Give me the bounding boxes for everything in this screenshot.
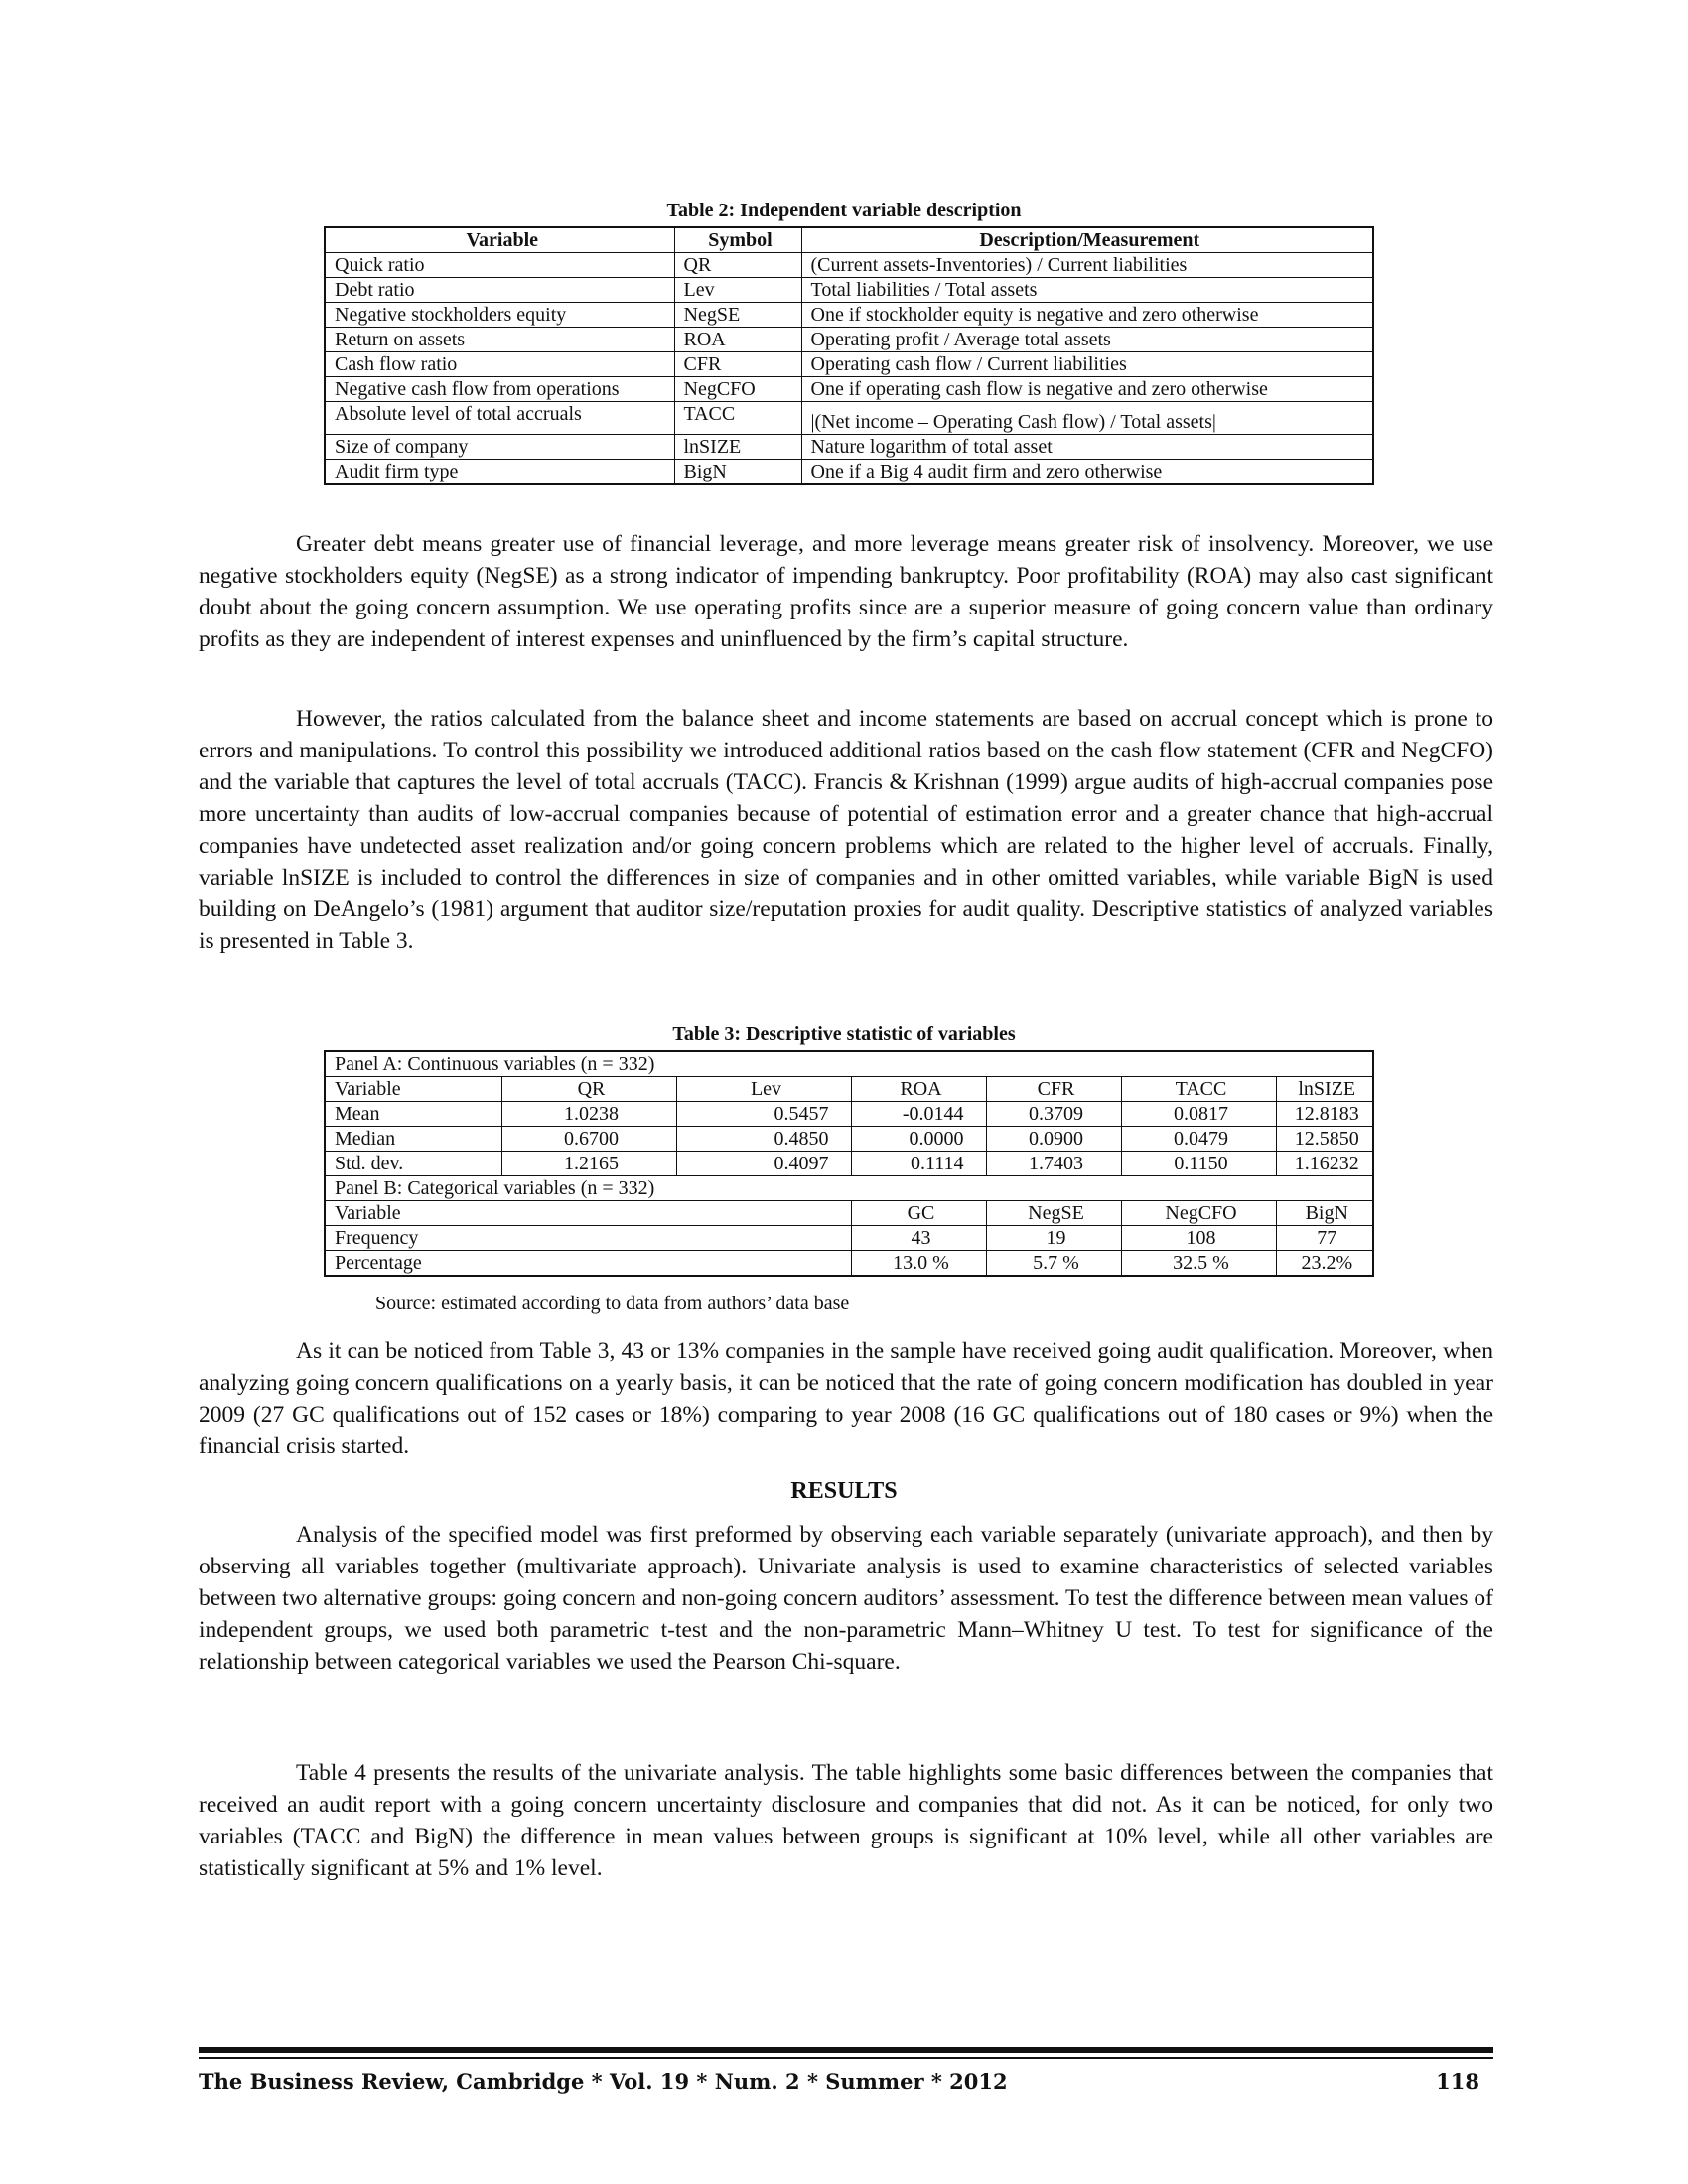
table2-header-description: Description/Measurement [801,227,1373,253]
table-cell: 12.5850 [1276,1127,1373,1152]
table-row [325,303,1373,328]
table-cell: Quick ratio [325,253,674,278]
table-row [325,328,1373,352]
table-cell: Total liabilities / Total assets [801,278,1373,303]
table-cell: 0.4850 [676,1127,851,1152]
table-cell: Lev [676,1077,851,1102]
table-cell: Audit firm type [325,460,674,485]
table-cell: Nature logarithm of total asset [801,435,1373,460]
paragraph-text: As it can be noticed from Table 3, 43 or 13% companies in the sample have received going audit qualification. Moreover, when analyzing going concern qualifications on a yearly basis, it can be noticed that the rate of going concern modification has doubled in year 2009 (27 GC qualifications out of 152 cases or 18%) comparing to year 2008 (16 GC qualifications out of 180 cases or 9%) when the financial crisis started. [199,1338,1493,1459]
table-cell: QR [674,253,801,278]
table-row [325,1251,1373,1277]
paragraph-text: Table 4 presents the results of the univariate analysis. The table highlights some basic differences between the companies that received an audit report with a going concern uncertainty disclosure and companies that did not. As it can be noticed, for only two variables (TACC and BigN) the difference in mean values between groups is significant at 10% level, while all other variables are statistically significant at 5% and 1% level. [199,1760,1493,1881]
table-row [325,460,1373,485]
panel-b-title: Panel B: Categorical variables (n = 332) [325,1176,1373,1201]
table2-caption: Table 2: Independent variable description [666,200,1022,221]
table-cell: CFR [674,352,801,377]
footer-rule-thin [199,2057,1493,2059]
table-cell: 19 [986,1226,1121,1251]
page-footer [199,2067,1493,2097]
table-cell: Operating profit / Average total assets [801,328,1373,352]
table-cell: Median [325,1127,501,1152]
table-cell: Return on assets [325,328,674,352]
table-cell: lnSIZE [674,435,801,460]
section-heading-results: RESULTS [790,1478,898,1504]
table-cell: 1.7403 [986,1152,1121,1176]
table-row [325,1127,1373,1152]
panel-a-title-row [325,1051,1373,1077]
table-cell: Operating cash flow / Current liabilities [801,352,1373,377]
paragraph-accruals [199,703,1493,957]
paragraph-text: Greater debt means greater use of financial leverage, and more leverage means greater risk of insolvency. Moreover, we use negative stockholders equity (NegSE) as a strong indicator of impending bankruptcy. Poor profitability (ROA) may also cast significant doubt about the going concern assumption. We use operating profits since are a superior measure of going concern value than ordinary profits as they are independent of interest expenses and uninfluenced by the firm’s capital structure. [199,531,1493,652]
table-cell: Debt ratio [325,278,674,303]
table-cell: NegSE [986,1201,1121,1226]
paragraph-leverage [199,528,1493,655]
paragraph-text: Analysis of the specified model was first preformed by observing each variable separately (univariate approach), and then by observing all variables together (multivariate approach). Univariate analysis is used to examine characteristics of selected variables between two alternative groups: going concern and non-going concern auditors’ assessment. To test the difference between mean values of independent groups, we used both parametric t-test and the non-parametric Mann–Whitney U test. To test for significance of the relationship between categorical variables we used the Pearson Chi-square. [199,1522,1493,1675]
table-cell: 0.0817 [1121,1102,1276,1127]
panel-b-title-row [325,1176,1373,1201]
table-cell: Mean [325,1102,501,1127]
table-row [325,402,1373,435]
table-cell: QR [501,1077,676,1102]
table-cell: 0.5457 [676,1102,851,1127]
table-cell: 0.3709 [986,1102,1121,1127]
table-cell: 0.0000 [851,1127,986,1152]
table-cell: lnSIZE [1276,1077,1373,1102]
table-cell: (Current assets-Inventories) / Current liabilities [801,253,1373,278]
table-cell: BigN [1276,1201,1373,1226]
table-cell: One if operating cash flow is negative and zero otherwise [801,377,1373,402]
table-cell: 0.6700 [501,1127,676,1152]
table2-header-symbol: Symbol [674,227,801,253]
table-cell: 43 [851,1226,986,1251]
table-cell: Variable [325,1077,501,1102]
table-row [325,377,1373,402]
table-cell: Negative stockholders equity [325,303,674,328]
table3-caption: Table 3: Descriptive statistic of variables [672,1024,1016,1045]
table-cell: 32.5 % [1121,1251,1276,1277]
panel-a-header-row [325,1077,1373,1102]
panel-a-title: Panel A: Continuous variables (n = 332) [325,1051,1373,1077]
table-cell: 1.16232 [1276,1152,1373,1176]
table-cell: 0.1114 [851,1152,986,1176]
footer-journal: The Business Review, Cambridge * Vol. 19 * Num. 2 * Summer * 2012 [199,2069,1008,2094]
table-cell: 0.0479 [1121,1127,1276,1152]
table-row [325,278,1373,303]
table-cell: 108 [1121,1226,1276,1251]
table2-header-variable: Variable [325,227,674,253]
table-row [325,435,1373,460]
table-cell: 1.2165 [501,1152,676,1176]
table-cell: 23.2% [1276,1251,1373,1277]
table-cell: CFR [986,1077,1121,1102]
table-cell: Cash flow ratio [325,352,674,377]
table-cell: 13.0 % [851,1251,986,1277]
table-cell: Lev [674,278,801,303]
table-row [325,352,1373,377]
table2-header-row [325,227,1373,253]
table-cell: NegCFO [674,377,801,402]
table-cell: Absolute level of total accruals [325,402,674,435]
table3-source-note: Source: estimated according to data from authors’ data base [375,1293,850,1314]
table2 [324,226,1374,485]
table-cell: TACC [674,402,801,435]
table-row [325,1102,1373,1127]
table-cell: Variable [325,1201,851,1226]
table-cell: One if stockholder equity is negative and zero otherwise [801,303,1373,328]
table-cell: 0.4097 [676,1152,851,1176]
table-cell: NegCFO [1121,1201,1276,1226]
paragraph-table4-intro [199,1757,1493,1884]
footer-page-number: 118 [1436,2069,1479,2094]
footer-rule-thick [199,2047,1493,2053]
table-cell: ROA [674,328,801,352]
table-cell: 1.0238 [501,1102,676,1127]
table-cell: Size of company [325,435,674,460]
paragraph-analysis-method [199,1519,1493,1678]
table-cell: 12.8183 [1276,1102,1373,1127]
table-cell: 5.7 % [986,1251,1121,1277]
table-cell: Percentage [325,1251,851,1277]
paragraph-text: However, the ratios calculated from the balance sheet and income statements are based on accrual concept which is prone to errors and manipulations. To control this possibility we introduced additional ratios based on the cash flow statement (CFR and NegCFO) and the variable that captures the level of total accruals (TACC). Francis & Krishnan (1999) argue audits of high-accrual companies pose more uncertainty than audits of low-accrual companies because of potential of estimation error and a greater chance that high-accrual companies have undetected asset realization and/or going concern problems which are related to the higher level of accruals. Finally, variable lnSIZE is included to control the differences in size of companies and in other omitted variables, while variable BigN is used building on DeAngelo’s (1981) argument that auditor size/reputation proxies for audit quality. Descriptive statistics of analyzed variables is presented in Table 3. [199,706,1493,954]
table-cell: Std. dev. [325,1152,501,1176]
table-cell: Negative cash flow from operations [325,377,674,402]
table-cell: GC [851,1201,986,1226]
table3 [324,1050,1374,1277]
table-row [325,1152,1373,1176]
table-cell: 0.1150 [1121,1152,1276,1176]
table-cell: 0.0900 [986,1127,1121,1152]
table-cell: ROA [851,1077,986,1102]
table-cell: One if a Big 4 audit firm and zero otherwise [801,460,1373,485]
table-cell: TACC [1121,1077,1276,1102]
table-row [325,253,1373,278]
table-cell: NegSE [674,303,801,328]
table-cell: -0.0144 [851,1102,986,1127]
table-cell: Frequency [325,1226,851,1251]
table-row [325,1226,1373,1251]
panel-b-header-row [325,1201,1373,1226]
table-cell: |(Net income – Operating Cash flow) / Total assets| [801,402,1373,435]
table-cell: BigN [674,460,801,485]
table-cell: 77 [1276,1226,1373,1251]
paragraph-table3-discussion [199,1335,1493,1462]
